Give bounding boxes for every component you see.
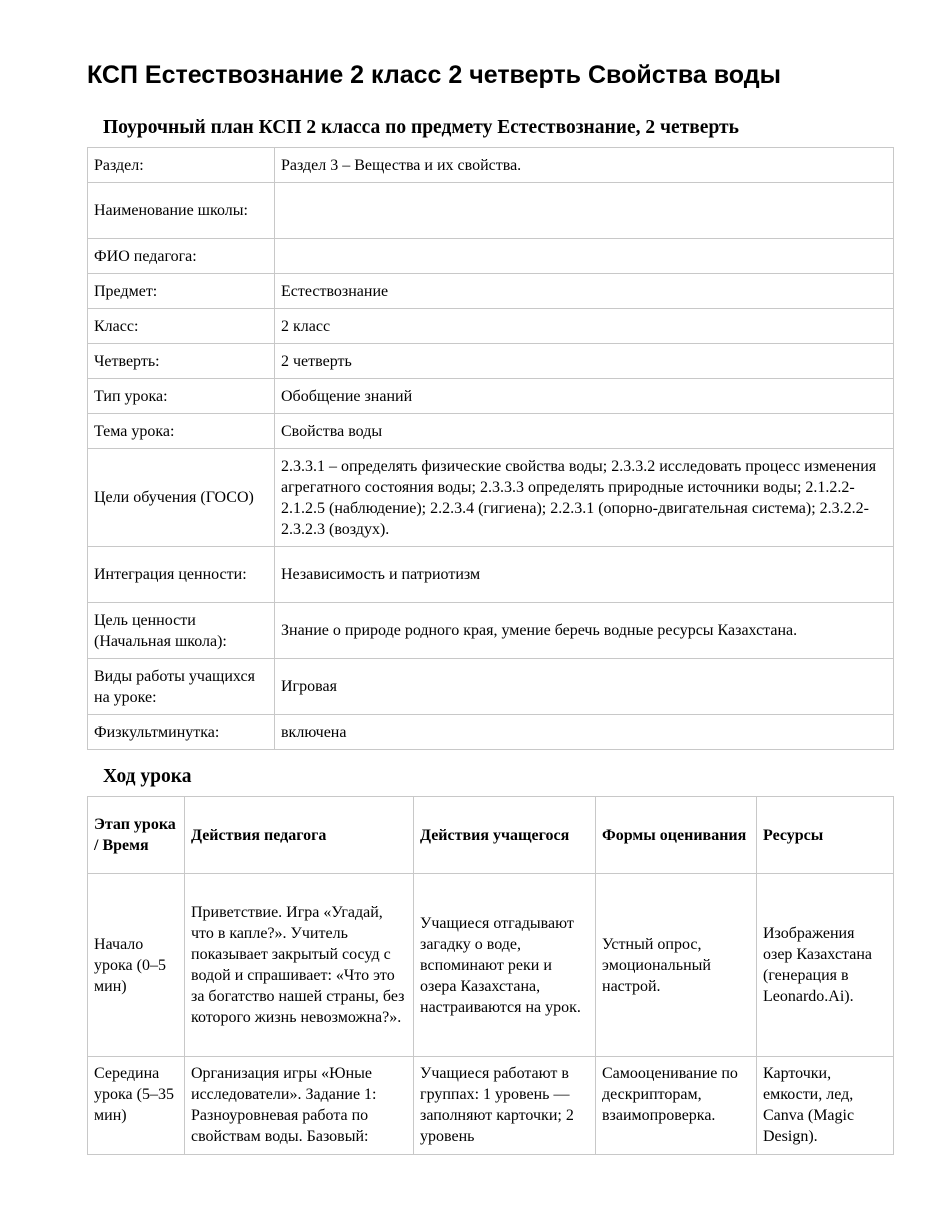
lesson-info-table [87, 147, 894, 750]
assessment-cell: Самооценивание по дескрипторам, взаимопроверка. [596, 1057, 757, 1155]
table-row [88, 874, 894, 1057]
lesson-table-header [88, 797, 894, 874]
lesson-progress-heading: Ход урока [103, 766, 192, 787]
info-label: Физкультминутка: [88, 715, 275, 750]
info-value: Игровая [275, 659, 894, 715]
info-label: Предмет: [88, 274, 275, 309]
info-row-school [88, 183, 894, 239]
info-row-lesson-type [88, 379, 894, 414]
info-value: 2.3.3.1 – определять физические свойства воды; 2.3.3.2 исследовать процесс изменения агрегатного состояния воды; 2.3.3.3 определять природные источники воды; 2.1.2.2-2.1.2.5 (наблюдение); 2.2.3.4 (гигиена); 2.2.3.1 (опорно-двигательная система); 2.3.2.2-2.3.2.3 (воздух). [275, 449, 894, 547]
info-value: 2 класс [275, 309, 894, 344]
info-value: Свойства воды [275, 414, 894, 449]
info-value: Знание о природе родного края, умение беречь водные ресурсы Казахстана. [275, 603, 894, 659]
info-row-value-integration [88, 547, 894, 603]
info-label: Цель ценности (Начальная школа): [88, 603, 275, 659]
info-label: ФИО педагога: [88, 239, 275, 274]
plan-heading: Поурочный план КСП 2 класса по предмету Естествознание, 2 четверть [103, 117, 739, 138]
info-label: Виды работы учащихся на уроке: [88, 659, 275, 715]
resources-cell: Изображения озер Казахстана (генерация в Leonardo.Ai). [757, 874, 894, 1057]
header-stage: Этап урока / Время [88, 797, 185, 874]
info-row-lesson-topic [88, 414, 894, 449]
stage-cell: Начало урока (0–5 мин) [88, 874, 185, 1057]
info-row-section [88, 148, 894, 183]
teacher-actions-cell: Приветствие. Игра «Угадай, что в капле?». Учитель показывает закрытый сосуд с водой и спрашивает: «Что это за богатство нашей страны, без которого жизнь невозможна?». [185, 874, 414, 1057]
student-actions-cell: Учащиеся работают в группах: 1 уровень — заполняют карточки; 2 уровень [414, 1057, 596, 1155]
info-label: Цели обучения (ГОСО) [88, 449, 275, 547]
lesson-progress-table [87, 796, 894, 1155]
header-resources: Ресурсы [757, 797, 894, 874]
info-value [275, 239, 894, 274]
info-value: Независимость и патриотизм [275, 547, 894, 603]
header-assessment: Формы оценивания [596, 797, 757, 874]
info-row-learning-goals [88, 449, 894, 547]
info-label: Наименование школы: [88, 183, 275, 239]
document-title: КСП Естествознание 2 класс 2 четверть Свойства воды [87, 61, 781, 89]
stage-cell: Середина урока (5–35 мин) [88, 1057, 185, 1155]
table-row [88, 1057, 894, 1155]
info-row-quarter [88, 344, 894, 379]
header-student-actions: Действия учащегося [414, 797, 596, 874]
info-label: Четверть: [88, 344, 275, 379]
info-row-subject [88, 274, 894, 309]
info-row-work-types [88, 659, 894, 715]
info-label: Раздел: [88, 148, 275, 183]
info-label: Тип урока: [88, 379, 275, 414]
info-value: включена [275, 715, 894, 750]
teacher-actions-cell: Организация игры «Юные исследователи». Задание 1: Разноуровневая работа по свойствам воды. Базовый: [185, 1057, 414, 1155]
info-row-value-goal [88, 603, 894, 659]
info-label: Тема урока: [88, 414, 275, 449]
info-label: Интеграция ценности: [88, 547, 275, 603]
info-label: Класс: [88, 309, 275, 344]
info-value: Раздел 3 – Вещества и их свойства. [275, 148, 894, 183]
info-value: 2 четверть [275, 344, 894, 379]
resources-cell: Карточки, емкости, лед, Canva (Magic Design). [757, 1057, 894, 1155]
info-row-teacher [88, 239, 894, 274]
info-row-grade [88, 309, 894, 344]
student-actions-cell: Учащиеся отгадывают загадку о воде, вспоминают реки и озера Казахстана, настраиваются на урок. [414, 874, 596, 1057]
info-value: Естествознание [275, 274, 894, 309]
info-row-physical-break [88, 715, 894, 750]
assessment-cell: Устный опрос, эмоциональный настрой. [596, 874, 757, 1057]
info-value: Обобщение знаний [275, 379, 894, 414]
info-value [275, 183, 894, 239]
header-teacher-actions: Действия педагога [185, 797, 414, 874]
